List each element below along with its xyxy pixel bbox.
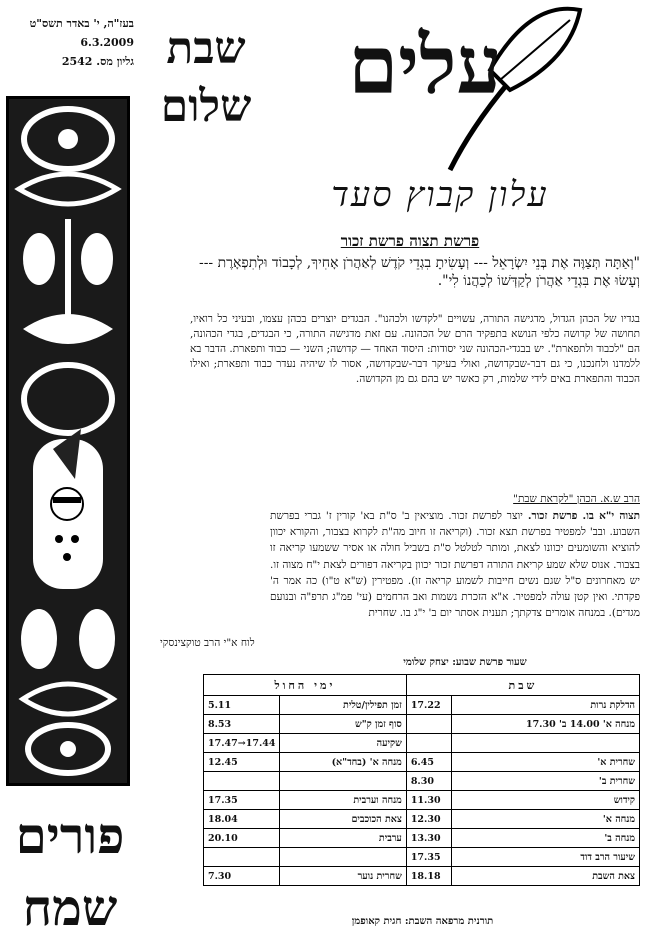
table-row [204, 810, 640, 829]
shabbat-time [406, 734, 451, 753]
weekday-label: שקיעה [280, 734, 406, 753]
weekday-label: מנחה וערבית [280, 791, 406, 810]
weekday-label: סוף זמן ק"ש [280, 715, 406, 734]
shabbat-time: 6.45 [406, 753, 451, 772]
shabbat-label: שיעור הרב דוד [451, 848, 639, 867]
shabbat-label [451, 734, 639, 753]
table-row [204, 696, 640, 715]
commentary-paragraph: בגדיו של הכהן הגדול, מדגישה התורה, עשויים "לקדשו ולכהנו". הבגדים יוצרים בכהן עצמו, ובעיני כל רואיו, תחושה של קדושה כלפי הנושא בתפקיד הרם של הכהונה. עם זאת מדגישה התורה, כי הבגדים, בגדי הכהונה, הם "לכבוד ולתפארת". יש בבגדי-הכהונה שני יסודות: היסוד האחד — קדושה; השני — כבוד ותפארת. הדבר בא ללמדנו ולחנכנו, כי גם דבר-שבקדושה, ואולי בעיקר דבר-שבקדושה, אסור לו שיהיה נעדר כבוד ותפארת; ואילו הכבוד והתפארת באים לידי שלמות, רק כאשר יש בהם גם מן הקדושה. [190, 313, 640, 385]
greeting-line: פורים [15, 806, 125, 865]
commentary-signature: הרב ש.א. הכהן "לקראת שבת" [513, 493, 640, 505]
weekday-label: זמן תפילין/טלית [280, 696, 406, 715]
shabbat-time: 8.30 [406, 772, 451, 791]
footer-note: תורנית מרפאה השבת: חגית קאופמן [351, 916, 494, 927]
logo-title: עלים [348, 18, 502, 112]
gregorian-date: 6.3.2009 [80, 36, 134, 49]
weekday-header: ימי החול [204, 675, 407, 696]
weekday-time: 5.11 [204, 696, 280, 715]
shabbat-label: שחרית ב' [451, 772, 639, 791]
shabbat-time: 11.30 [406, 791, 451, 810]
parsha-title: פרשת תצוה פרשת זכור [340, 232, 480, 250]
weekday-label: צאת הכוכבים [280, 810, 406, 829]
weekday-time [204, 772, 280, 791]
shabbat-time: 18.18 [406, 867, 451, 886]
halacha-heading: תצוה י"א בו. פרשת זכור. [527, 510, 641, 522]
greeting-line: שבת [166, 23, 246, 74]
torah-quote: "וְאַתָּה תְּצַוֶּה אֶת בְּנֵי יִשְׂרָאֵל --- וְעָשִׂיתָ בִגְדֵי קֹדֶשׁ לְאַהֲרֹן אָחִיךָ, לְכָבוֹד וּלְתִפְאָרֶת --- וְעָשׂוּ אֶת בִּגְדֵי אַהֲרֹן לְקַדְּשׁוֹ לְכַהֲנוֹ לִי". [198, 255, 640, 289]
halacha-text: יוצר לפרשת זכור. מוציאין ב' ס"ת בא' קורין ז' גברי בפרשת השבוע. ובב' למפטיר בפרשת תצא זכור. (וקריאה זו חיוב מה"ת לקרוא בצבור, והקורא יכוון להוציא והשומעים יכוונו לצאת, ומותר לטלטל ס"ת בשביל חולה או אסיר ששמעו קריאה זו בצבור. אנוס שלא שמע קריאת התורה דפרשת זכור יכוון בקריאה דפורים לצאת י"ח מצוה זו. יש מאחרונים ס"ל שגם נשים חייבות לשמוע קריאה זו). מפטירין (ש"א ט"ו) כה אמר ה' פקדתי. ואין קטן עולה למפטיר. א"א הזכרת נשמות ואב הרחמים (עי' פמ"ג תרפ"ה ובנועם מגדים). במנחה אומרים צדקתך; תענית אסתר יום ב' י"ג בו. שחרית [270, 510, 640, 620]
table-row [204, 715, 640, 734]
table-row [204, 848, 640, 867]
table-row [204, 734, 640, 753]
weekday-time: 7.30 [204, 867, 280, 886]
shabbat-label: שחרית א' [451, 753, 639, 772]
halacha-paragraph [270, 508, 640, 621]
shabbat-time: 12.30 [406, 810, 451, 829]
shabbat-time: 17.22 [406, 696, 451, 715]
shabbat-label: הדלקת נרות [451, 696, 639, 715]
shiur-line: שעור פרשת שבוע: יצחק שלומי [403, 657, 527, 668]
weekday-time: 12.45 [204, 753, 280, 772]
issue-number: גליון מס. 2542 [61, 55, 134, 68]
weekday-label: מנחה א' (בחד"א) [280, 753, 406, 772]
shabbat-time [406, 715, 451, 734]
logo-subtitle: עלון קבוץ סעד [331, 175, 549, 215]
shabbat-label: מנחה א' 14.00 ב' 17.30 [451, 715, 639, 734]
issue-meta [14, 14, 134, 71]
shabbat-label: מנחה ב' [451, 829, 639, 848]
hebrew-date: בעז"ה, י' באדר תשס"ט [29, 17, 134, 30]
greeting-purim-sameach [8, 800, 132, 944]
weekday-time: 17.35 [204, 791, 280, 810]
weekday-label: ערבית [280, 829, 406, 848]
shabbat-time: 13.30 [406, 829, 451, 848]
weekday-label [280, 848, 406, 867]
shabbat-label: צאת השבת [451, 867, 639, 886]
weekday-time: 8.53 [204, 715, 280, 734]
greeting-line: שמח [22, 878, 118, 937]
shabbat-label: קידוש [451, 791, 639, 810]
weekday-time: 20.10 [204, 829, 280, 848]
weekday-time [204, 848, 280, 867]
table-header-row [204, 675, 640, 696]
weekday-time: 17.44→17.47 [204, 734, 280, 753]
table-row [204, 772, 640, 791]
shabbat-header: שבת [406, 675, 639, 696]
shabbat-label: מנחה א' [451, 810, 639, 829]
weekday-time: 18.04 [204, 810, 280, 829]
weekday-label [280, 772, 406, 791]
table-row [204, 867, 640, 886]
weekday-label: שחרית נוער [280, 867, 406, 886]
ornament-pattern-icon [9, 99, 127, 783]
schedule-table [203, 674, 640, 886]
calendar-signature: לוח א"י הרב טוקצינסקי [160, 637, 255, 649]
table-row [204, 829, 640, 848]
table-row [204, 753, 640, 772]
greeting-line: שלום [160, 81, 252, 132]
shabbat-time: 17.35 [406, 848, 451, 867]
greeting-shabbat-shalom [136, 20, 276, 136]
decorative-banner [6, 96, 130, 786]
table-row [204, 791, 640, 810]
